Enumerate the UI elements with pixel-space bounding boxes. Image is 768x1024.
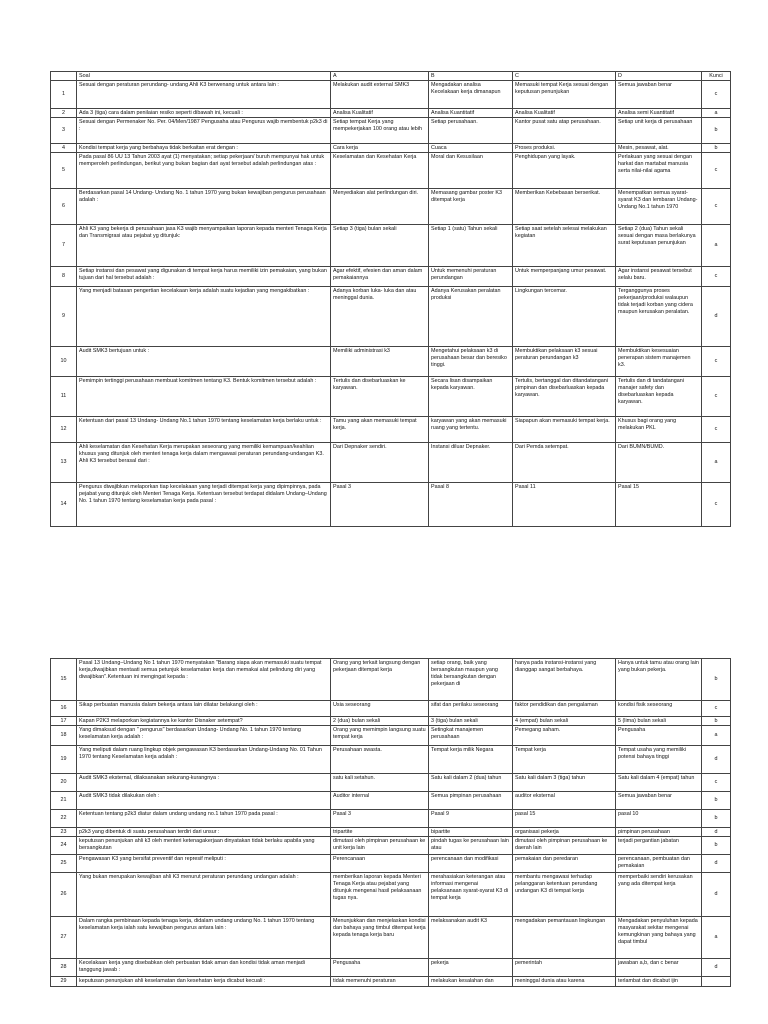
option-b: Pasal 8 <box>429 483 513 527</box>
answer-key: d <box>702 959 731 977</box>
option-a: Menunjukkan dan menjelaskan kondisi dan bahaya yang timbul ditempat kerja kepada tenaga kerja baru <box>331 917 429 959</box>
option-c: dimutasi oleh pimpinan perusahaan ke daerah lain <box>513 837 616 855</box>
question-row <box>51 774 731 792</box>
answer-key: b <box>702 837 731 855</box>
option-d: Setiap 2 (dua) Tahun sekali sesuai dengan masa berlakunya surat keputusan penunjukan <box>616 225 702 267</box>
option-d: Semua jawaban benar <box>616 792 702 810</box>
question-number: 17 <box>51 717 77 726</box>
answer-key: a <box>702 225 731 267</box>
option-a: 2 (dua) bulan sekali <box>331 717 429 726</box>
option-a: Setiap tempat Kerja yang mempekerjakan 100 orang atau lebih <box>331 118 429 144</box>
question-text: keputusan penunjukan ahli k3 oleh menteri ketenagakerjaan dinyatakan tidak berlaku apabila yang bersangkutan <box>77 837 331 855</box>
option-b: Secara lisan disampaikan kepada karyawan. <box>429 377 513 417</box>
option-b: Adanya Kerusakan peralatan produksi <box>429 287 513 347</box>
option-a: Menyediakan alat perlindungan diri. <box>331 189 429 225</box>
option-c: Memasuki tempat Kerja sesuai dengan keputusan penunjukan <box>513 81 616 109</box>
option-c: pemerintah <box>513 959 616 977</box>
table-2-body <box>51 659 731 987</box>
answer-key: a <box>702 109 731 118</box>
option-c: Pasal 11 <box>513 483 616 527</box>
question-row <box>51 118 731 144</box>
question-row <box>51 659 731 701</box>
option-d: terjadi pergantian jabatan <box>616 837 702 855</box>
header-c: C <box>513 72 616 81</box>
question-number: 13 <box>51 443 77 483</box>
option-d: Membuktikan kesesuaian penerapan sistem manajemen k3. <box>616 347 702 377</box>
option-a: Auditor internal <box>331 792 429 810</box>
option-c: hanya pada instansi-instansi yang dianggap sangat berbahaya. <box>513 659 616 701</box>
option-c: organisasi pekerja <box>513 828 616 837</box>
question-text: p2k3 yang dibentuk di suatu perusahaan terdiri dari unsur : <box>77 828 331 837</box>
option-b: Memasang gambar poster K3 ditempat kerja <box>429 189 513 225</box>
question-number: 6 <box>51 189 77 225</box>
option-a: Memiliki administrasi k3 <box>331 347 429 377</box>
option-a: Dari Depnaker sendiri. <box>331 443 429 483</box>
option-a: tripartite <box>331 828 429 837</box>
option-a: Pasal 3 <box>331 483 429 527</box>
question-row <box>51 81 731 109</box>
question-number: 10 <box>51 347 77 377</box>
option-b: Cuaca <box>429 144 513 153</box>
answer-key: c <box>702 774 731 792</box>
answer-key: a <box>702 443 731 483</box>
option-a: Orang yang memimpin langsung suatu tempat kerja <box>331 726 429 746</box>
question-number: 27 <box>51 917 77 959</box>
option-a: Melakukan audit external SMK3 <box>331 81 429 109</box>
question-number: 15 <box>51 659 77 701</box>
option-c: faktor pendidikan dan pengalaman <box>513 701 616 717</box>
answer-key: c <box>702 417 731 443</box>
option-b: melakukan kesalahan dan <box>429 977 513 987</box>
option-c: meninggal dunia atau karena <box>513 977 616 987</box>
question-row <box>51 792 731 810</box>
header-a: A <box>331 72 429 81</box>
option-b: karyawan yang akan memasuki ruang yang tertentu. <box>429 417 513 443</box>
question-row <box>51 287 731 347</box>
answer-key: d <box>702 746 731 774</box>
option-d: 5 (lima) bulan sekali <box>616 717 702 726</box>
answer-key: b <box>702 810 731 828</box>
question-row <box>51 153 731 189</box>
option-d: Satu kali dalam 4 (empat) tahun <box>616 774 702 792</box>
option-c: Pemegang saham. <box>513 726 616 746</box>
answer-key: c <box>702 267 731 287</box>
question-row <box>51 225 731 267</box>
option-a: Analisa Kualitatif <box>331 109 429 118</box>
option-a: Pasal 3 <box>331 810 429 828</box>
option-c: mengadakan pemantauan lingkungan <box>513 917 616 959</box>
table-1-body <box>51 81 731 527</box>
option-b: bipartite <box>429 828 513 837</box>
option-a: Pengusaha <box>331 959 429 977</box>
question-number: 29 <box>51 977 77 987</box>
option-d: perencanaan, pembuatan dan pemakaian <box>616 855 702 873</box>
question-row <box>51 483 731 527</box>
option-a: Setiap 3 (tiga) bulan sekali <box>331 225 429 267</box>
question-text: Pengawasan K3 yang bersifat preventif dan represif meliputi : <box>77 855 331 873</box>
option-a: Orang yang terkait langsung dengan pekerjaan ditempat kerja <box>331 659 429 701</box>
question-text: Kecelakaan kerja yang disebabkan oleh perbuatan tidak aman dan kondisi tidak aman menjadi tanggung jawab : <box>77 959 331 977</box>
option-d: terlambat dan dicabut ijin <box>616 977 702 987</box>
option-a: Perencanaan <box>331 855 429 873</box>
option-b: setiap orang, baik yang bersangkutan maupun yang tidak bersangkutan dengan pekerjaan di <box>429 659 513 701</box>
option-b: Mengetahui pelaksaan k3 di perusahaan besar dan beresiko tinggi. <box>429 347 513 377</box>
header-no <box>51 72 77 81</box>
option-a: tidak memenuhi peraturan <box>331 977 429 987</box>
option-b: pindah tugas ke perusahaan lain atau <box>429 837 513 855</box>
header-row <box>51 72 731 81</box>
header-d: D <box>616 72 702 81</box>
header-b: B <box>429 72 513 81</box>
answer-key: b <box>702 792 731 810</box>
option-c: membantu mengawasi terhadap pelanggaran ketentuan perundang undangan K3 di tempat kerja <box>513 873 616 917</box>
question-row <box>51 417 731 443</box>
answer-key: b <box>702 717 731 726</box>
question-text: Sikap perbuatan manusia dalam bekerja antara lain dilatar belakangi oleh : <box>77 701 331 717</box>
question-row <box>51 377 731 417</box>
question-row <box>51 977 731 987</box>
option-b: merahasiakan keterangan atau informasi mengenai pelaksanaan syarat-syarat K3 di tempat kerja <box>429 873 513 917</box>
answer-key: b <box>702 118 731 144</box>
question-number: 25 <box>51 855 77 873</box>
question-text: Yang meliputi dalam ruang lingkup objek pengawasan K3 berdasarkan Undang-Undang No. 01 Tahun 1970 tentang Keselamatan kerja adalah : <box>77 746 331 774</box>
answer-key: c <box>702 189 731 225</box>
question-number: 20 <box>51 774 77 792</box>
question-text: Pemimpin tertinggi perusahaan membuat komitmen tentang K3. Bentuk komitmen tersebut adalah : <box>77 377 331 417</box>
option-b: Instansi diluar Depnaker. <box>429 443 513 483</box>
answer-key: c <box>702 81 731 109</box>
option-d: Pengusaha <box>616 726 702 746</box>
question-text: Pasal 13 Undang–Undang No 1 tahun 1970 menyatakan "Barang siapa akan memasuki suatu tempat kerja,diwajibkan mentaati semua petunjuk keselamatan kerja dan memakai alat pelindung diri yang diwajibkan".Ketentuan ini mengingat kepada : <box>77 659 331 701</box>
answer-key: b <box>702 144 731 153</box>
option-d: Pasal 15 <box>616 483 702 527</box>
question-row <box>51 828 731 837</box>
option-d: Perlakuan yang sesuai dengan harkat dan martabat manusia serta nilai-nilai agama <box>616 153 702 189</box>
answer-key: c <box>702 153 731 189</box>
option-b: Untuk memenuhi peraturan perundangan <box>429 267 513 287</box>
question-number: 24 <box>51 837 77 855</box>
option-b: Pasal 9 <box>429 810 513 828</box>
question-number: 14 <box>51 483 77 527</box>
question-number: 3 <box>51 118 77 144</box>
answer-key <box>702 977 731 987</box>
option-a: Adanya korban luka- luka dan atau meninggal dunia. <box>331 287 429 347</box>
option-b: 3 (tiga) bulan sekali <box>429 717 513 726</box>
question-text: Audit SMK3 tidak dilakukan oleh : <box>77 792 331 810</box>
question-table-2 <box>50 658 731 987</box>
question-text: Setiap instansi dan pesawat yang digunakan di tempat kerja harus memiliki izin pemakaian, yang bukan tujuan dari hal tersebut adalah : <box>77 267 331 287</box>
option-d: Khusus bagi orang yang melakukan PKL <box>616 417 702 443</box>
question-row <box>51 726 731 746</box>
option-d: Setiap unit kerja di perusahaan <box>616 118 702 144</box>
question-text: Yang dimaksud dengan " pengurus" berdasarkan Undang- Undang No. 1 tahun 1970 tentang keselamatan kerja adalah : <box>77 726 331 746</box>
question-number: 7 <box>51 225 77 267</box>
question-number: 1 <box>51 81 77 109</box>
option-b: Mengadakan analisa Kecelakaan kerja dimanapun <box>429 81 513 109</box>
option-b: Tempat kerja milik Negara <box>429 746 513 774</box>
question-row <box>51 347 731 377</box>
question-number: 23 <box>51 828 77 837</box>
question-number: 9 <box>51 287 77 347</box>
question-number: 19 <box>51 746 77 774</box>
option-a: Usia seseorang <box>331 701 429 717</box>
question-row <box>51 701 731 717</box>
question-row <box>51 810 731 828</box>
option-a: Keselamatan dan Kesehatan Kerja <box>331 153 429 189</box>
option-b: Analisa Kuantitatif <box>429 109 513 118</box>
question-row <box>51 959 731 977</box>
question-text: Sesuai dengan peraturan perundang- undang Ahli K3 berwenang untuk antara lain : <box>77 81 331 109</box>
option-c: Kantor pusat satu atap perusahaan. <box>513 118 616 144</box>
option-b: Setingkat manajemen perusahaan <box>429 726 513 746</box>
option-a: dimutasi oleh pimpinan perusahaan ke unit kerja lain <box>331 837 429 855</box>
question-number: 8 <box>51 267 77 287</box>
option-a: Tamu yang akan memasuki tempat kerja. <box>331 417 429 443</box>
question-number: 18 <box>51 726 77 746</box>
option-d: pimpinan perusahaan <box>616 828 702 837</box>
option-d: jawaban a,b, dan c benar <box>616 959 702 977</box>
answer-key: d <box>702 855 731 873</box>
answer-key: c <box>702 701 731 717</box>
option-c: Analisa Kualitatif <box>513 109 616 118</box>
option-d: Hanya untuk tamu atau orang lain yang bukan pekerja. <box>616 659 702 701</box>
question-text: Dalam rangka pembinaan kepada tenaga kerja, didalam undang undang No. 1 tahun 1970 tentang keselamatan kerja ialah satu kewajiban pengurus antara lain : <box>77 917 331 959</box>
option-c: pasal 15 <box>513 810 616 828</box>
question-row <box>51 144 731 153</box>
answer-key: d <box>702 828 731 837</box>
question-number: 26 <box>51 873 77 917</box>
option-d: Mengadakan penyuluhan kepada masyarakat sekitar mengenai kemungkinan yang bahaya yang dapat timbul <box>616 917 702 959</box>
answer-key: a <box>702 726 731 746</box>
question-text: Ada 3 (tiga) cara dalam penilaian resiko seperti dibawah ini, kecuali : <box>77 109 331 118</box>
option-c: Penghidupan yang layak. <box>513 153 616 189</box>
option-d: Menempatkan semua syarat-syarat K3 dan lembaran Undang-Undang No.1 tahun 1970 <box>616 189 702 225</box>
option-c: Satu kali dalam 3 (tiga) tahun <box>513 774 616 792</box>
option-b: Setiap perusahaan. <box>429 118 513 144</box>
question-text: Ahli K3 yang bekerja di perusahaan jasa K3 wajib menyampaikan laporan kepada menteri Tenaga Kerja dan Transmigrasi atau pejabat yg ditunjuk: <box>77 225 331 267</box>
question-number: 11 <box>51 377 77 417</box>
answer-key: c <box>702 377 731 417</box>
question-row <box>51 746 731 774</box>
answer-key: a <box>702 917 731 959</box>
question-number: 16 <box>51 701 77 717</box>
question-number: 5 <box>51 153 77 189</box>
option-c: Untuk memperpanjang umur pesawat. <box>513 267 616 287</box>
question-row <box>51 717 731 726</box>
option-b: Semua pimpinan perusahaan <box>429 792 513 810</box>
question-text: Sesuai dengan Permenaker No. Per. 04/Men/1987 Pengusaha atau Pengurus wajib membentuk p2k3 di : <box>77 118 331 144</box>
option-a: Agar efektif, efesien dan aman dalam pemakaiannya <box>331 267 429 287</box>
option-a: satu kali setahun. <box>331 774 429 792</box>
question-number: 22 <box>51 810 77 828</box>
option-a: memberikan laporan kepada Menteri Tenaga Kerja atau pejabat yang ditunjuk mengenai hasil pelaksanaan tugas nya. <box>331 873 429 917</box>
option-d: memperbaiki sendiri kerusakan yang ada ditempat kerja <box>616 873 702 917</box>
question-row <box>51 109 731 118</box>
question-text: Yang bukan merupakan kewajiban ahli K3 menurut peraturan perundang undangan adalah : <box>77 873 331 917</box>
option-d: Dari BUMN/BUMD. <box>616 443 702 483</box>
option-d: Agar instansi pesawat tersebut selalu baru. <box>616 267 702 287</box>
question-text: Pengurus diwajibkan melaporkan tiap kecelakaan yang terjadi ditempat kerja yang dipimpinnya, pada pejabat yang ditunjuk oleh Menteri Tenaga Kerja. Ketentuan tersebut terdapat didalam Undang–Undang No. 1 tahun 1970 tentang keselamatan kerja pada pasal : <box>77 483 331 527</box>
question-table-1 <box>50 71 731 527</box>
answer-key: d <box>702 287 731 347</box>
question-row <box>51 837 731 855</box>
question-text: Ketentuan tentang p2k3 diatur dalam undang undang no.1 tahun 1970 pada pasal : <box>77 810 331 828</box>
answer-key: c <box>702 347 731 377</box>
option-a: Perusahaan swasta. <box>331 746 429 774</box>
question-row <box>51 267 731 287</box>
option-b: Satu kali dalam 2 (dua) tahun <box>429 774 513 792</box>
question-text: Audit SMK3 eksternal, dilaksanakan sekurang-kurangnya : <box>77 774 331 792</box>
option-b: perencanaan dan modifikasi <box>429 855 513 873</box>
question-number: 4 <box>51 144 77 153</box>
header-soal: Soal <box>77 72 331 81</box>
option-d: Terganggunya proses pekerjaan/produksi walaupun tidak terjadi korban yang cidera maupun kerusakan peralatan. <box>616 287 702 347</box>
option-b: Moral dan Kesusilaan <box>429 153 513 189</box>
question-text: Kapan P2K3 melaporkan kegiatannya ke kantor Disnaker setempat? <box>77 717 331 726</box>
option-a: Tertulis dan disebarluaskan ke karyawan. <box>331 377 429 417</box>
option-c: Tertulis, bertanggal dan ditandatangani pimpinan dan disebarluaskan kepada karyawan. <box>513 377 616 417</box>
header-kunci: Kunci <box>702 72 731 81</box>
question-text: Kondisi tempat kerja yang berbahaya tidak berkaitan erat dengan : <box>77 144 331 153</box>
question-text: Yang menjadi batasan pengertian kecelakaan kerja adalah suatu kejadian yang mengakibatkan : <box>77 287 331 347</box>
question-text: Berdasarkan pasal 14 Undang- Undang No. 1 tahun 1970 yang bukan kewajiban pengurus perusahaan adalah : <box>77 189 331 225</box>
option-d: kondisi fisik seseorang <box>616 701 702 717</box>
question-text: Pada pasal 86 UU 13 Tahun 2003 ayat (1) menyatakan; setiap pekerjaan/ buruh mempunyai hak untuk memperoleh perlindungan, berikut yang bukan bagian dari ayat tersebut adalah perlindungan atas : <box>77 153 331 189</box>
option-d: pasal 10 <box>616 810 702 828</box>
question-text: Ahli keselamatan dan Kesehatan Kerja merupakan seseorang yang memiliki kemampuan/keahlian khusus yang ditunjuk oleh menteri tenaga kerja dalam mengawasi peraturan perundang-undangan K3. Ahli K3 tersebut berasal dari : <box>77 443 331 483</box>
option-a: Cara kerja <box>331 144 429 153</box>
question-text: keputusan penunjukan ahli keselamatan dan kesehatan kerja dicabut kecuali : <box>77 977 331 987</box>
question-number: 21 <box>51 792 77 810</box>
option-d: Mesin, pesawat, alat. <box>616 144 702 153</box>
option-c: auditor eksternal <box>513 792 616 810</box>
question-number: 12 <box>51 417 77 443</box>
question-row <box>51 443 731 483</box>
option-c: Lingkungan tercemar. <box>513 287 616 347</box>
question-number: 28 <box>51 959 77 977</box>
answer-key: b <box>702 659 731 701</box>
question-number: 2 <box>51 109 77 118</box>
option-d: Tempat usaha yang memiliki potensi bahaya tinggi <box>616 746 702 774</box>
option-c: Siapapun akan memasuki tempat kerja. <box>513 417 616 443</box>
option-c: 4 (empat) bulan sekali <box>513 717 616 726</box>
option-b: Setiap 1 (satu) Tahun sekali <box>429 225 513 267</box>
question-row <box>51 855 731 873</box>
option-c: Proses produksi. <box>513 144 616 153</box>
question-row <box>51 873 731 917</box>
option-c: Dari Pemda setempat. <box>513 443 616 483</box>
question-row <box>51 917 731 959</box>
option-d: Semua jawaban benar <box>616 81 702 109</box>
option-b: sifat dan perilaku seseorang <box>429 701 513 717</box>
option-c: pemakaian dan peredaran <box>513 855 616 873</box>
option-c: Tempat kerja <box>513 746 616 774</box>
question-text: Ketentuan dari pasal 13 Undang- Undang No.1 tahun 1970 tentang keselamatan kerja berlaku untuk : <box>77 417 331 443</box>
option-c: Membuktikan pelaksaan k3 sesuai peraturan perundangan k3 <box>513 347 616 377</box>
answer-key: d <box>702 873 731 917</box>
answer-key: c <box>702 483 731 527</box>
option-c: Memberikan Kebebasan berserikat. <box>513 189 616 225</box>
option-b: pekerja <box>429 959 513 977</box>
option-b: melaksanakan audit K3 <box>429 917 513 959</box>
option-c: Setiap saat setelah selesai melakukan kegiatan <box>513 225 616 267</box>
question-text: Audit SMK3 bertujuan untuk : <box>77 347 331 377</box>
question-row <box>51 189 731 225</box>
option-d: Tertulis dan di tandatangani manajer safety dan disebarluaskan kepada karyawan. <box>616 377 702 417</box>
option-d: Analisa semi Kuantitatif <box>616 109 702 118</box>
